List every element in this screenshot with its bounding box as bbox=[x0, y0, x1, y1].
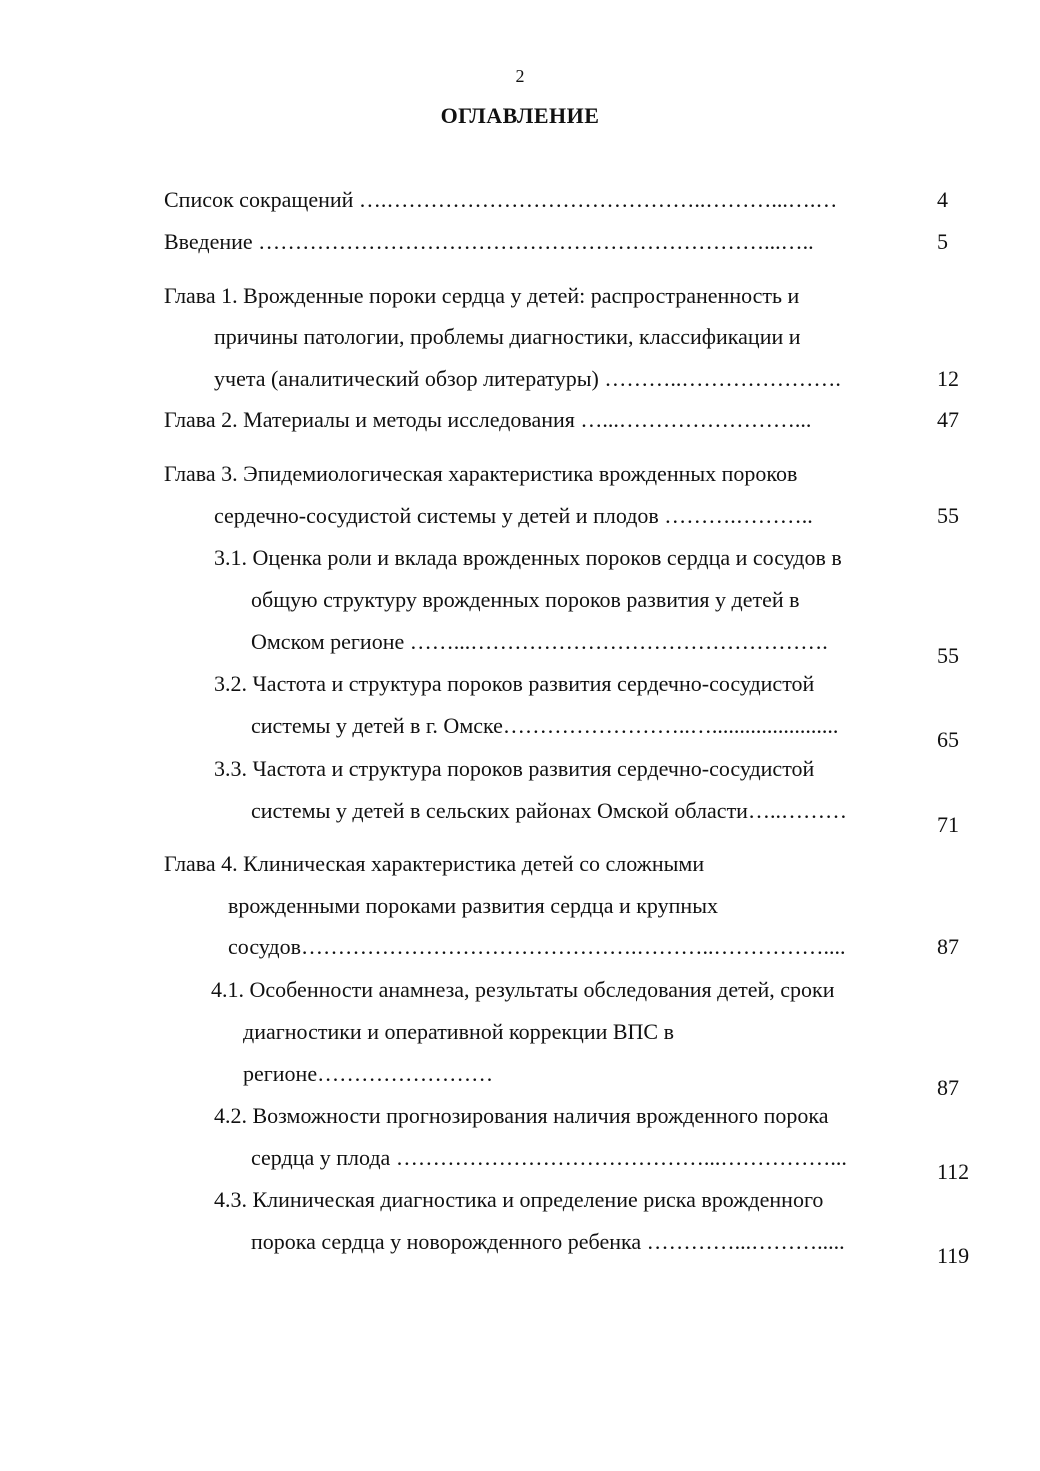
toc-entry-chapter-4-cont[interactable]: сосудов……………………………………….………..…………….... bbox=[228, 934, 846, 959]
page-number: 2 bbox=[515, 66, 525, 86]
toc-page-section-3-1: 55 bbox=[937, 643, 959, 668]
toc-entry-chapter-1-cont[interactable]: причины патологии, проблемы диагностики, классификации и bbox=[214, 324, 801, 349]
toc-entry-abbreviations[interactable]: Список сокращений ….……………………………………..………...….… bbox=[164, 187, 838, 212]
toc-page-section-4-2: 112 bbox=[937, 1159, 970, 1184]
toc-entry-section-3-2-cont[interactable]: системы у детей в г. Омске……………………..…....................... bbox=[251, 713, 839, 738]
toc-entry-section-4-1-cont[interactable]: регионе…………………… bbox=[243, 1061, 494, 1086]
toc-page-abbreviations: 4 bbox=[937, 187, 948, 212]
toc-entry-section-3-3-cont[interactable]: системы у детей в сельских районах Омской области…..……… bbox=[251, 798, 847, 823]
toc-page-introduction: 5 bbox=[937, 229, 948, 254]
toc-page-section-4-3: 119 bbox=[937, 1243, 970, 1268]
toc-entry-introduction[interactable]: Введение ……………………………………………………………...….. bbox=[164, 229, 814, 254]
toc-entry-chapter-3[interactable]: Глава 3. Эпидемиологическая характеристика врожденных пороков bbox=[164, 461, 798, 486]
toc-entry-chapter-1-cont[interactable]: учета (аналитический обзор литературы) ………..…………………. bbox=[214, 366, 841, 391]
toc-entry-section-4-2-cont[interactable]: сердца у плода ……………………………………...……………... bbox=[251, 1145, 847, 1170]
toc-entry-section-4-2[interactable]: 4.2. Возможности прогнозирования наличия врожденного порока bbox=[214, 1103, 829, 1128]
toc-entry-chapter-2[interactable]: Глава 2. Материалы и методы исследования …...……………………... bbox=[164, 407, 812, 432]
toc-entry-section-4-3[interactable]: 4.3. Клиническая диагностика и определение риска врожденного bbox=[214, 1187, 824, 1212]
toc-entry-chapter-1[interactable]: Глава 1. Врожденные пороки сердца у детей: распространенность и bbox=[164, 283, 800, 308]
toc-entry-section-3-1-cont[interactable]: Омском регионе ……...…………………………………………. bbox=[251, 629, 828, 654]
toc-page-chapter-4: 87 bbox=[937, 934, 959, 959]
toc-entry-section-4-1-cont[interactable]: диагностики и оперативной коррекции ВПС в bbox=[243, 1019, 674, 1044]
toc-page-chapter-3: 55 bbox=[937, 503, 959, 528]
toc-entry-section-3-1[interactable]: 3.1. Оценка роли и вклада врожденных пороков сердца и сосудов в bbox=[214, 545, 842, 570]
toc-entry-section-4-1[interactable]: 4.1. Особенности анамнеза, результаты обследования детей, сроки bbox=[211, 977, 835, 1002]
toc-entry-section-4-3-cont[interactable]: порока сердца у новорожденного ребенка …………...………..... bbox=[251, 1229, 845, 1254]
toc-entry-chapter-3-cont[interactable]: сердечно-сосудистой системы у детей и плодов ……….……….. bbox=[214, 503, 813, 528]
page-title: ОГЛАВЛЕНИЕ bbox=[440, 103, 600, 128]
toc-page-chapter-1: 12 bbox=[937, 366, 959, 391]
toc-entry-section-3-1-cont[interactable]: общую структуру врожденных пороков развития у детей в bbox=[251, 587, 800, 612]
toc-page-section-4-1: 87 bbox=[937, 1075, 959, 1100]
toc-entry-chapter-4-cont[interactable]: врожденными пороками развития сердца и крупных bbox=[228, 893, 718, 918]
toc-entry-section-3-3[interactable]: 3.3. Частота и структура пороков развития сердечно-сосудистой bbox=[214, 756, 815, 781]
toc-page-section-3-2: 65 bbox=[937, 727, 959, 752]
toc-entry-section-3-2[interactable]: 3.2. Частота и структура пороков развития сердечно-сосудистой bbox=[214, 671, 815, 696]
toc-page-section-3-3: 71 bbox=[937, 812, 959, 837]
toc-page-chapter-2: 47 bbox=[937, 407, 959, 432]
toc-entry-chapter-4[interactable]: Глава 4. Клиническая характеристика детей со сложными bbox=[164, 851, 705, 876]
